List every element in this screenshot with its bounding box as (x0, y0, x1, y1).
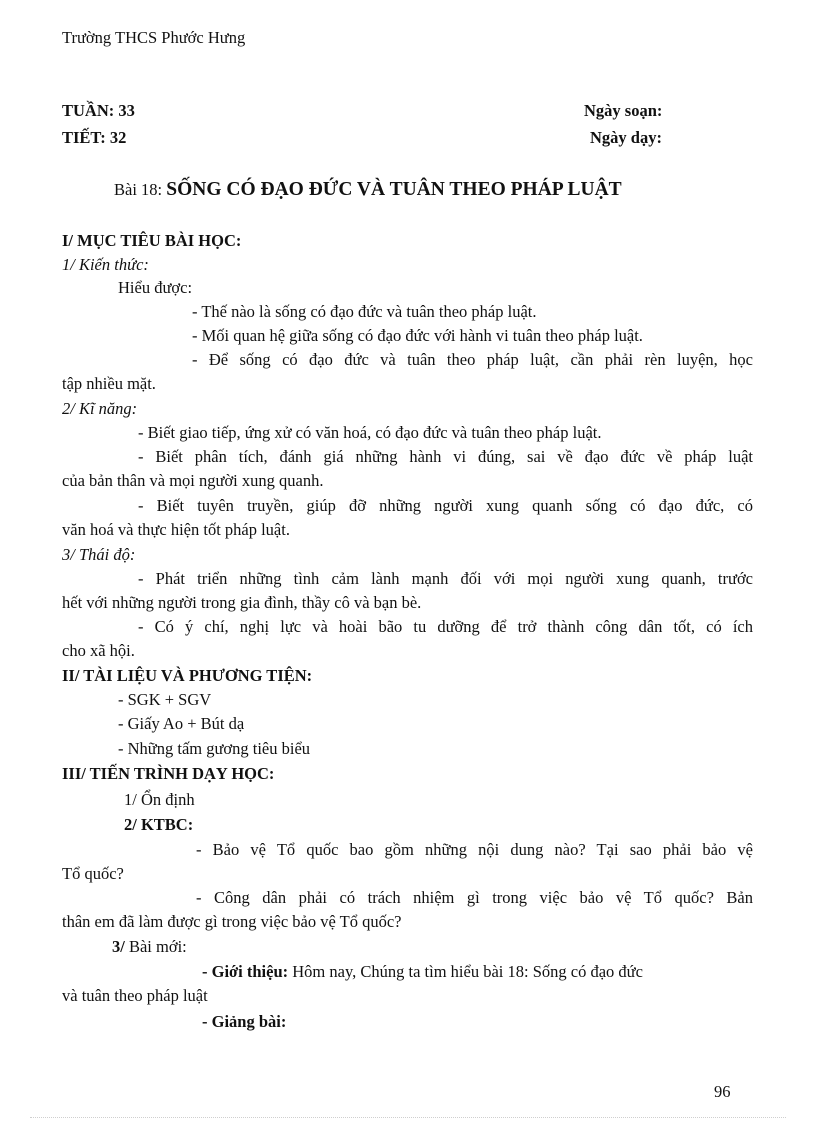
material-item-3: - Những tấm gương tiêu biểu (118, 739, 311, 758)
introduction (202, 962, 643, 982)
skill-item-3-cont: văn hoá và thực hiện tốt pháp luật. (62, 520, 290, 539)
attitude-item-1: - Phát triển những tình cảm lành mạnh đối với mọi người xung quanh, trước (138, 569, 753, 588)
attitude-item-2: - Có ý chí, nghị lực và hoài bão tu dưỡng để trở thành công dân tốt, có ích (138, 617, 753, 636)
knowledge-label: 1/ Kiến thức: (62, 255, 149, 274)
step-3-label: Bài mới: (128, 937, 187, 956)
skill-item-2-cont: của bản thân và mọi người xung quanh. (62, 471, 324, 490)
page-number: 96 (714, 1082, 731, 1101)
understand-label: Hiểu được: (118, 278, 193, 297)
attitude-label: 3/ Thái độ: (62, 545, 136, 564)
page-bottom-rule (30, 1117, 786, 1118)
skill-label: 2/ Kĩ năng: (62, 399, 138, 418)
material-item-2: - Giấy Ao + Bút dạ (118, 714, 245, 733)
step-2: 2/ KTBC: (124, 815, 194, 834)
knowledge-item-2: - Mối quan hệ giữa sống có đạo đức với hành vi tuân theo pháp luật. (192, 326, 643, 345)
attitude-item-1-cont: hết với những người trong gia đình, thầy cô và bạn bè. (62, 593, 422, 612)
section-3-heading: III/ TIẾN TRÌNH DẠY HỌC: (62, 764, 275, 783)
section-2-heading: II/ TÀI LIỆU VÀ PHƯƠNG TIỆN: (62, 666, 313, 685)
review-question-1-cont: Tổ quốc? (62, 864, 124, 883)
teach-date-label: Ngày dạy: (590, 128, 662, 147)
teaching-label: - Giảng bài: (202, 1012, 287, 1031)
skill-item-2: - Biết phân tích, đánh giá những hành vi đúng, sai về đạo đức về pháp luật (138, 447, 753, 466)
prep-date-label: Ngày soạn: (584, 101, 663, 120)
skill-item-1: - Biết giao tiếp, ứng xử có văn hoá, có đạo đức và tuân theo pháp luật. (138, 423, 602, 442)
step-3-number: 3/ (112, 937, 125, 956)
week-label: TUẦN: 33 (62, 101, 135, 120)
lesson-number: Bài 18: (114, 180, 163, 199)
review-question-2: - Công dân phải có trách nhiệm gì trong việc bảo vệ Tổ quốc? Bản (196, 888, 753, 907)
lesson-title (114, 180, 622, 200)
skill-item-3: - Biết tuyên truyền, giúp đỡ những người xung quanh sống có đạo đức, có (138, 496, 753, 515)
knowledge-item-3-cont: tập nhiều mặt. (62, 374, 156, 393)
lesson-name: SỐNG CÓ ĐẠO ĐỨC VÀ TUÂN THEO PHÁP LUẬT (166, 179, 622, 200)
material-item-1: - SGK + SGV (118, 690, 212, 709)
review-question-1: - Bảo vệ Tổ quốc bao gồm những nội dung nào? Tại sao phải bảo vệ (196, 840, 753, 859)
step-1: 1/ Ổn định (124, 790, 195, 809)
intro-text: Hôm nay, Chúng ta tìm hiểu bài 18: Sống có đạo đức (292, 962, 643, 981)
intro-label: - Giới thiệu: (202, 962, 289, 981)
school-name: Trường THCS Phước Hưng (62, 28, 246, 47)
attitude-item-2-cont: cho xã hội. (62, 641, 135, 660)
section-1-heading: I/ MỤC TIÊU BÀI HỌC: (62, 231, 242, 250)
step-3 (112, 937, 187, 957)
review-question-2-cont: thân em đã làm được gì trong việc bảo vệ Tổ quốc? (62, 912, 402, 931)
knowledge-item-1: - Thế nào là sống có đạo đức và tuân theo pháp luật. (192, 302, 537, 321)
knowledge-item-3: - Để sống có đạo đức và tuân theo pháp luật, cần phải rèn luyện, học (192, 350, 753, 369)
period-label: TIẾT: 32 (62, 128, 127, 147)
intro-cont: và tuân theo pháp luật (62, 986, 208, 1005)
